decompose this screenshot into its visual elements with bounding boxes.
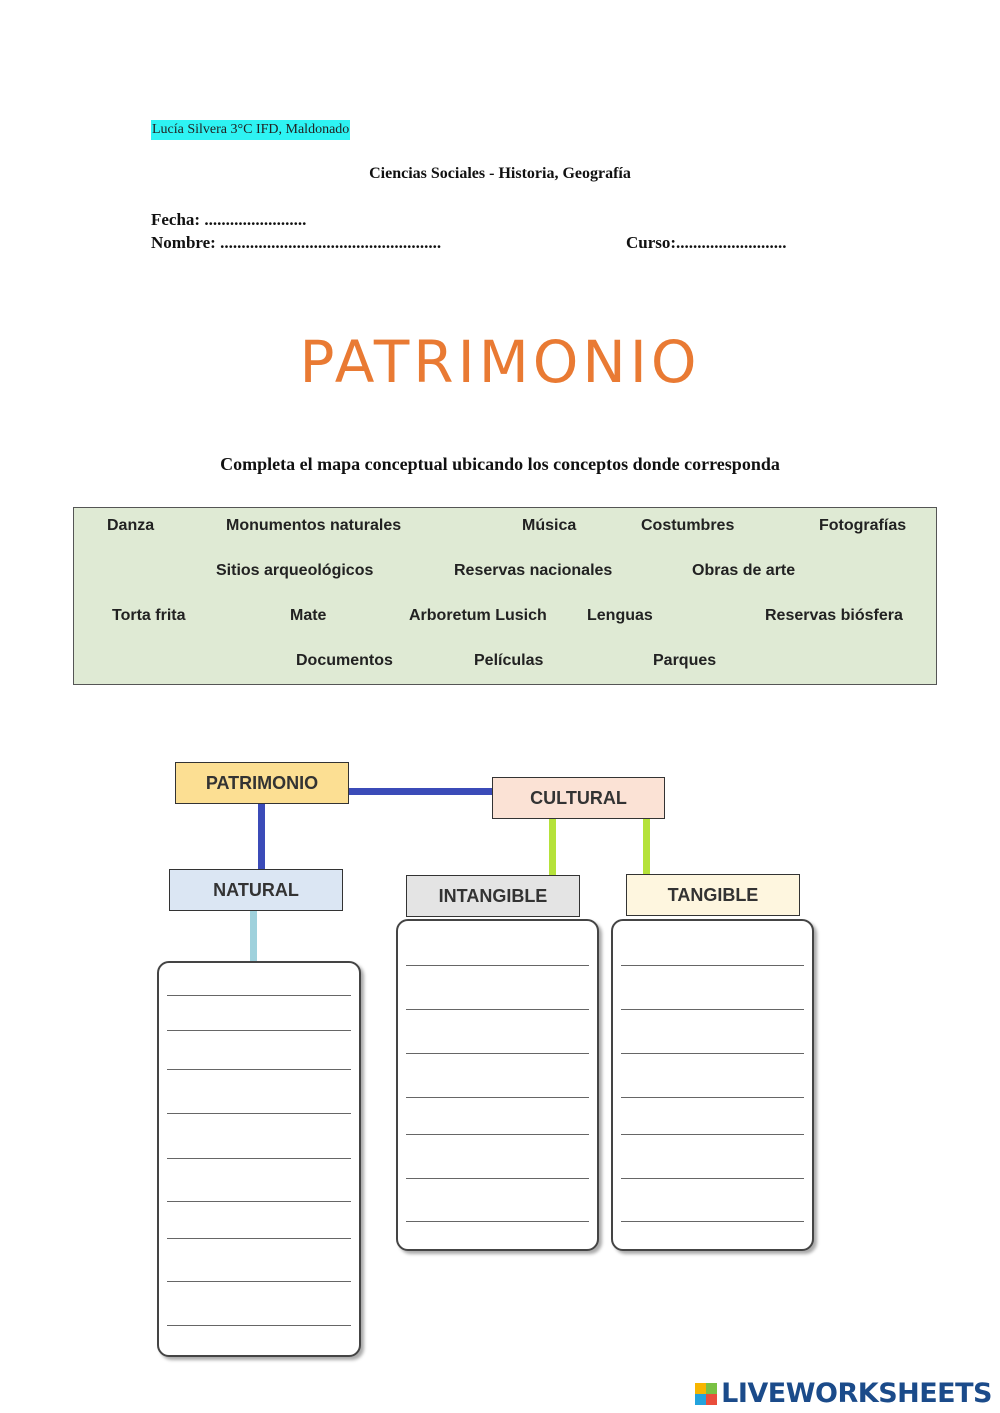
answer-line[interactable] — [621, 1009, 804, 1010]
answer-line[interactable] — [167, 1158, 351, 1159]
answer-line[interactable] — [167, 1113, 351, 1114]
answer-line[interactable] — [406, 1053, 589, 1054]
name-field: Nombre: .................................................... — [151, 233, 442, 252]
word-bank-item[interactable]: Danza — [107, 517, 155, 534]
word-bank-item[interactable]: Parques — [653, 652, 717, 669]
word-bank-item[interactable]: Mate — [290, 607, 327, 624]
answer-line[interactable] — [167, 995, 351, 996]
natural-list-connector — [250, 911, 257, 961]
word-bank-item[interactable]: Reservas biósfera — [765, 607, 903, 624]
answer-line[interactable] — [621, 1134, 804, 1135]
liveworksheets-grid-icon — [695, 1383, 717, 1405]
answer-line[interactable] — [406, 1009, 589, 1010]
word-bank-item[interactable]: Monumentos naturales — [226, 517, 402, 534]
word-bank-item[interactable]: Películas — [474, 652, 544, 669]
date-field: Fecha: ........................ — [151, 210, 307, 229]
cultural-tangible-connector — [643, 819, 650, 874]
liveworksheets-logo — [695, 1378, 992, 1409]
word-bank-item[interactable]: Costumbres — [641, 517, 735, 534]
brand-name: LIVEWORKSHEETS — [721, 1378, 992, 1409]
instruction-text: Completa el mapa conceptual ubicando los conceptos donde corresponda — [220, 454, 780, 474]
answer-line[interactable] — [167, 1201, 351, 1202]
word-bank-item[interactable]: Reservas nacionales — [454, 562, 613, 579]
answer-line[interactable] — [167, 1030, 351, 1031]
answer-line[interactable] — [621, 1053, 804, 1054]
word-bank-item[interactable]: Documentos — [296, 652, 393, 669]
word-bank — [73, 507, 937, 685]
root-cultural-connector — [349, 788, 494, 795]
word-bank-item[interactable]: Lenguas — [587, 607, 653, 624]
answer-line[interactable] — [621, 965, 804, 966]
answer-line[interactable] — [406, 1097, 589, 1098]
answer-line[interactable] — [621, 1221, 804, 1222]
natural-answer-box — [157, 961, 361, 1357]
word-bank-item[interactable]: Obras de arte — [692, 562, 796, 579]
intangible-node: INTANGIBLE — [406, 875, 580, 917]
author-credit: Lucía Silvera 3°C IFD, Maldonado — [151, 120, 350, 140]
answer-line[interactable] — [167, 1325, 351, 1326]
answer-line[interactable] — [621, 1097, 804, 1098]
word-bank-item[interactable]: Torta frita — [112, 607, 186, 624]
answer-line[interactable] — [167, 1069, 351, 1070]
patrimonio-node: PATRIMONIO — [175, 762, 349, 804]
course-field: Curso:.......................... — [626, 233, 787, 252]
word-bank-item[interactable]: Música — [522, 517, 577, 534]
answer-line[interactable] — [406, 965, 589, 966]
tangible-answer-box — [611, 919, 814, 1251]
page-title: PATRIMONIO — [299, 328, 701, 396]
intangible-answer-box — [396, 919, 599, 1251]
word-bank-item[interactable]: Arboretum Lusich — [409, 607, 547, 624]
natural-node: NATURAL — [169, 869, 343, 911]
answer-line[interactable] — [406, 1178, 589, 1179]
word-bank-item[interactable]: Fotografías — [819, 517, 907, 534]
subject-heading: Ciencias Sociales - Historia, Geografía — [369, 165, 631, 182]
root-natural-connector — [258, 804, 265, 870]
cultural-node: CULTURAL — [492, 777, 665, 819]
answer-line[interactable] — [167, 1238, 351, 1239]
tangible-node: TANGIBLE — [626, 874, 800, 916]
answer-line[interactable] — [406, 1221, 589, 1222]
answer-line[interactable] — [167, 1281, 351, 1282]
word-bank-item[interactable]: Sitios arqueológicos — [216, 562, 374, 579]
answer-line[interactable] — [406, 1134, 589, 1135]
answer-line[interactable] — [621, 1178, 804, 1179]
cultural-intangible-connector — [549, 819, 556, 875]
